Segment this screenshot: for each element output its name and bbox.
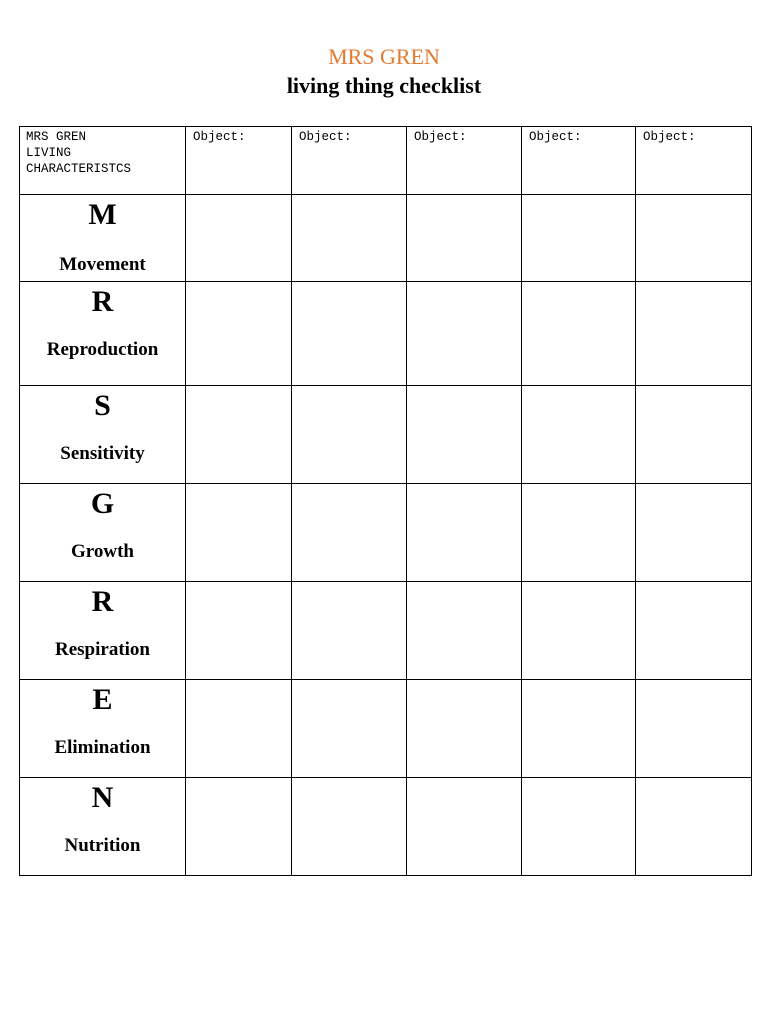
check-cell[interactable]	[186, 484, 292, 582]
page-subtitle: living thing checklist	[286, 73, 482, 98]
check-cell[interactable]	[292, 195, 407, 282]
check-cell[interactable]	[522, 195, 636, 282]
characteristic-word: Elimination	[54, 737, 151, 758]
object-header-2: Object:	[292, 127, 407, 195]
check-cell[interactable]	[522, 680, 636, 778]
characteristic-cell	[20, 484, 186, 582]
characteristic-letter: E	[92, 683, 113, 716]
check-cell[interactable]	[522, 386, 636, 484]
check-cell[interactable]	[186, 282, 292, 386]
characteristic-word: Sensitivity	[60, 443, 145, 464]
check-cell[interactable]	[522, 778, 636, 876]
characteristic-letter: S	[94, 389, 111, 422]
check-cell[interactable]	[636, 282, 752, 386]
characteristic-cell	[20, 778, 186, 876]
check-cell[interactable]	[186, 778, 292, 876]
check-cell[interactable]	[186, 582, 292, 680]
check-cell[interactable]	[292, 778, 407, 876]
check-cell[interactable]	[292, 484, 407, 582]
check-cell[interactable]	[636, 680, 752, 778]
object-header-3: Object:	[407, 127, 522, 195]
object-header-4: Object:	[522, 127, 636, 195]
check-cell[interactable]	[186, 680, 292, 778]
table-row	[20, 484, 752, 582]
check-cell[interactable]	[292, 282, 407, 386]
corner-label: MRS GREN LIVING CHARACTERISTCS	[20, 127, 186, 195]
table-header-row	[20, 127, 752, 195]
check-cell[interactable]	[407, 282, 522, 386]
table-row	[20, 680, 752, 778]
check-cell[interactable]	[186, 195, 292, 282]
characteristic-letter: M	[88, 198, 117, 231]
check-cell[interactable]	[186, 386, 292, 484]
characteristic-word: Growth	[71, 541, 134, 562]
characteristic-word: Nutrition	[64, 835, 141, 856]
check-cell[interactable]	[522, 282, 636, 386]
characteristic-word: Respiration	[55, 639, 150, 660]
check-cell[interactable]	[522, 484, 636, 582]
table-row	[20, 195, 752, 282]
page-title: MRS GREN	[328, 44, 440, 69]
characteristic-letter: R	[91, 585, 114, 618]
characteristic-cell	[20, 386, 186, 484]
check-cell[interactable]	[407, 582, 522, 680]
check-cell[interactable]	[292, 680, 407, 778]
characteristic-cell	[20, 282, 186, 386]
characteristic-word: Reproduction	[46, 339, 159, 360]
check-cell[interactable]	[407, 484, 522, 582]
check-cell[interactable]	[407, 680, 522, 778]
characteristic-letter: R	[91, 285, 114, 318]
characteristic-cell	[20, 582, 186, 680]
check-cell[interactable]	[636, 582, 752, 680]
table-row	[20, 386, 752, 484]
characteristic-word: Movement	[59, 254, 146, 275]
check-cell[interactable]	[407, 386, 522, 484]
check-cell[interactable]	[407, 778, 522, 876]
check-cell[interactable]	[636, 484, 752, 582]
check-cell[interactable]	[636, 195, 752, 282]
characteristic-letter: N	[91, 781, 114, 814]
table-row	[20, 282, 752, 386]
characteristic-cell	[20, 195, 186, 282]
table-row	[20, 778, 752, 876]
checklist-table	[19, 126, 752, 876]
check-cell[interactable]	[407, 195, 522, 282]
object-header-5: Object:	[636, 127, 752, 195]
check-cell[interactable]	[636, 778, 752, 876]
characteristic-cell	[20, 680, 186, 778]
table-row	[20, 582, 752, 680]
object-header-1: Object:	[186, 127, 292, 195]
characteristic-letter: G	[90, 487, 115, 520]
check-cell[interactable]	[636, 386, 752, 484]
check-cell[interactable]	[522, 582, 636, 680]
check-cell[interactable]	[292, 582, 407, 680]
check-cell[interactable]	[292, 386, 407, 484]
